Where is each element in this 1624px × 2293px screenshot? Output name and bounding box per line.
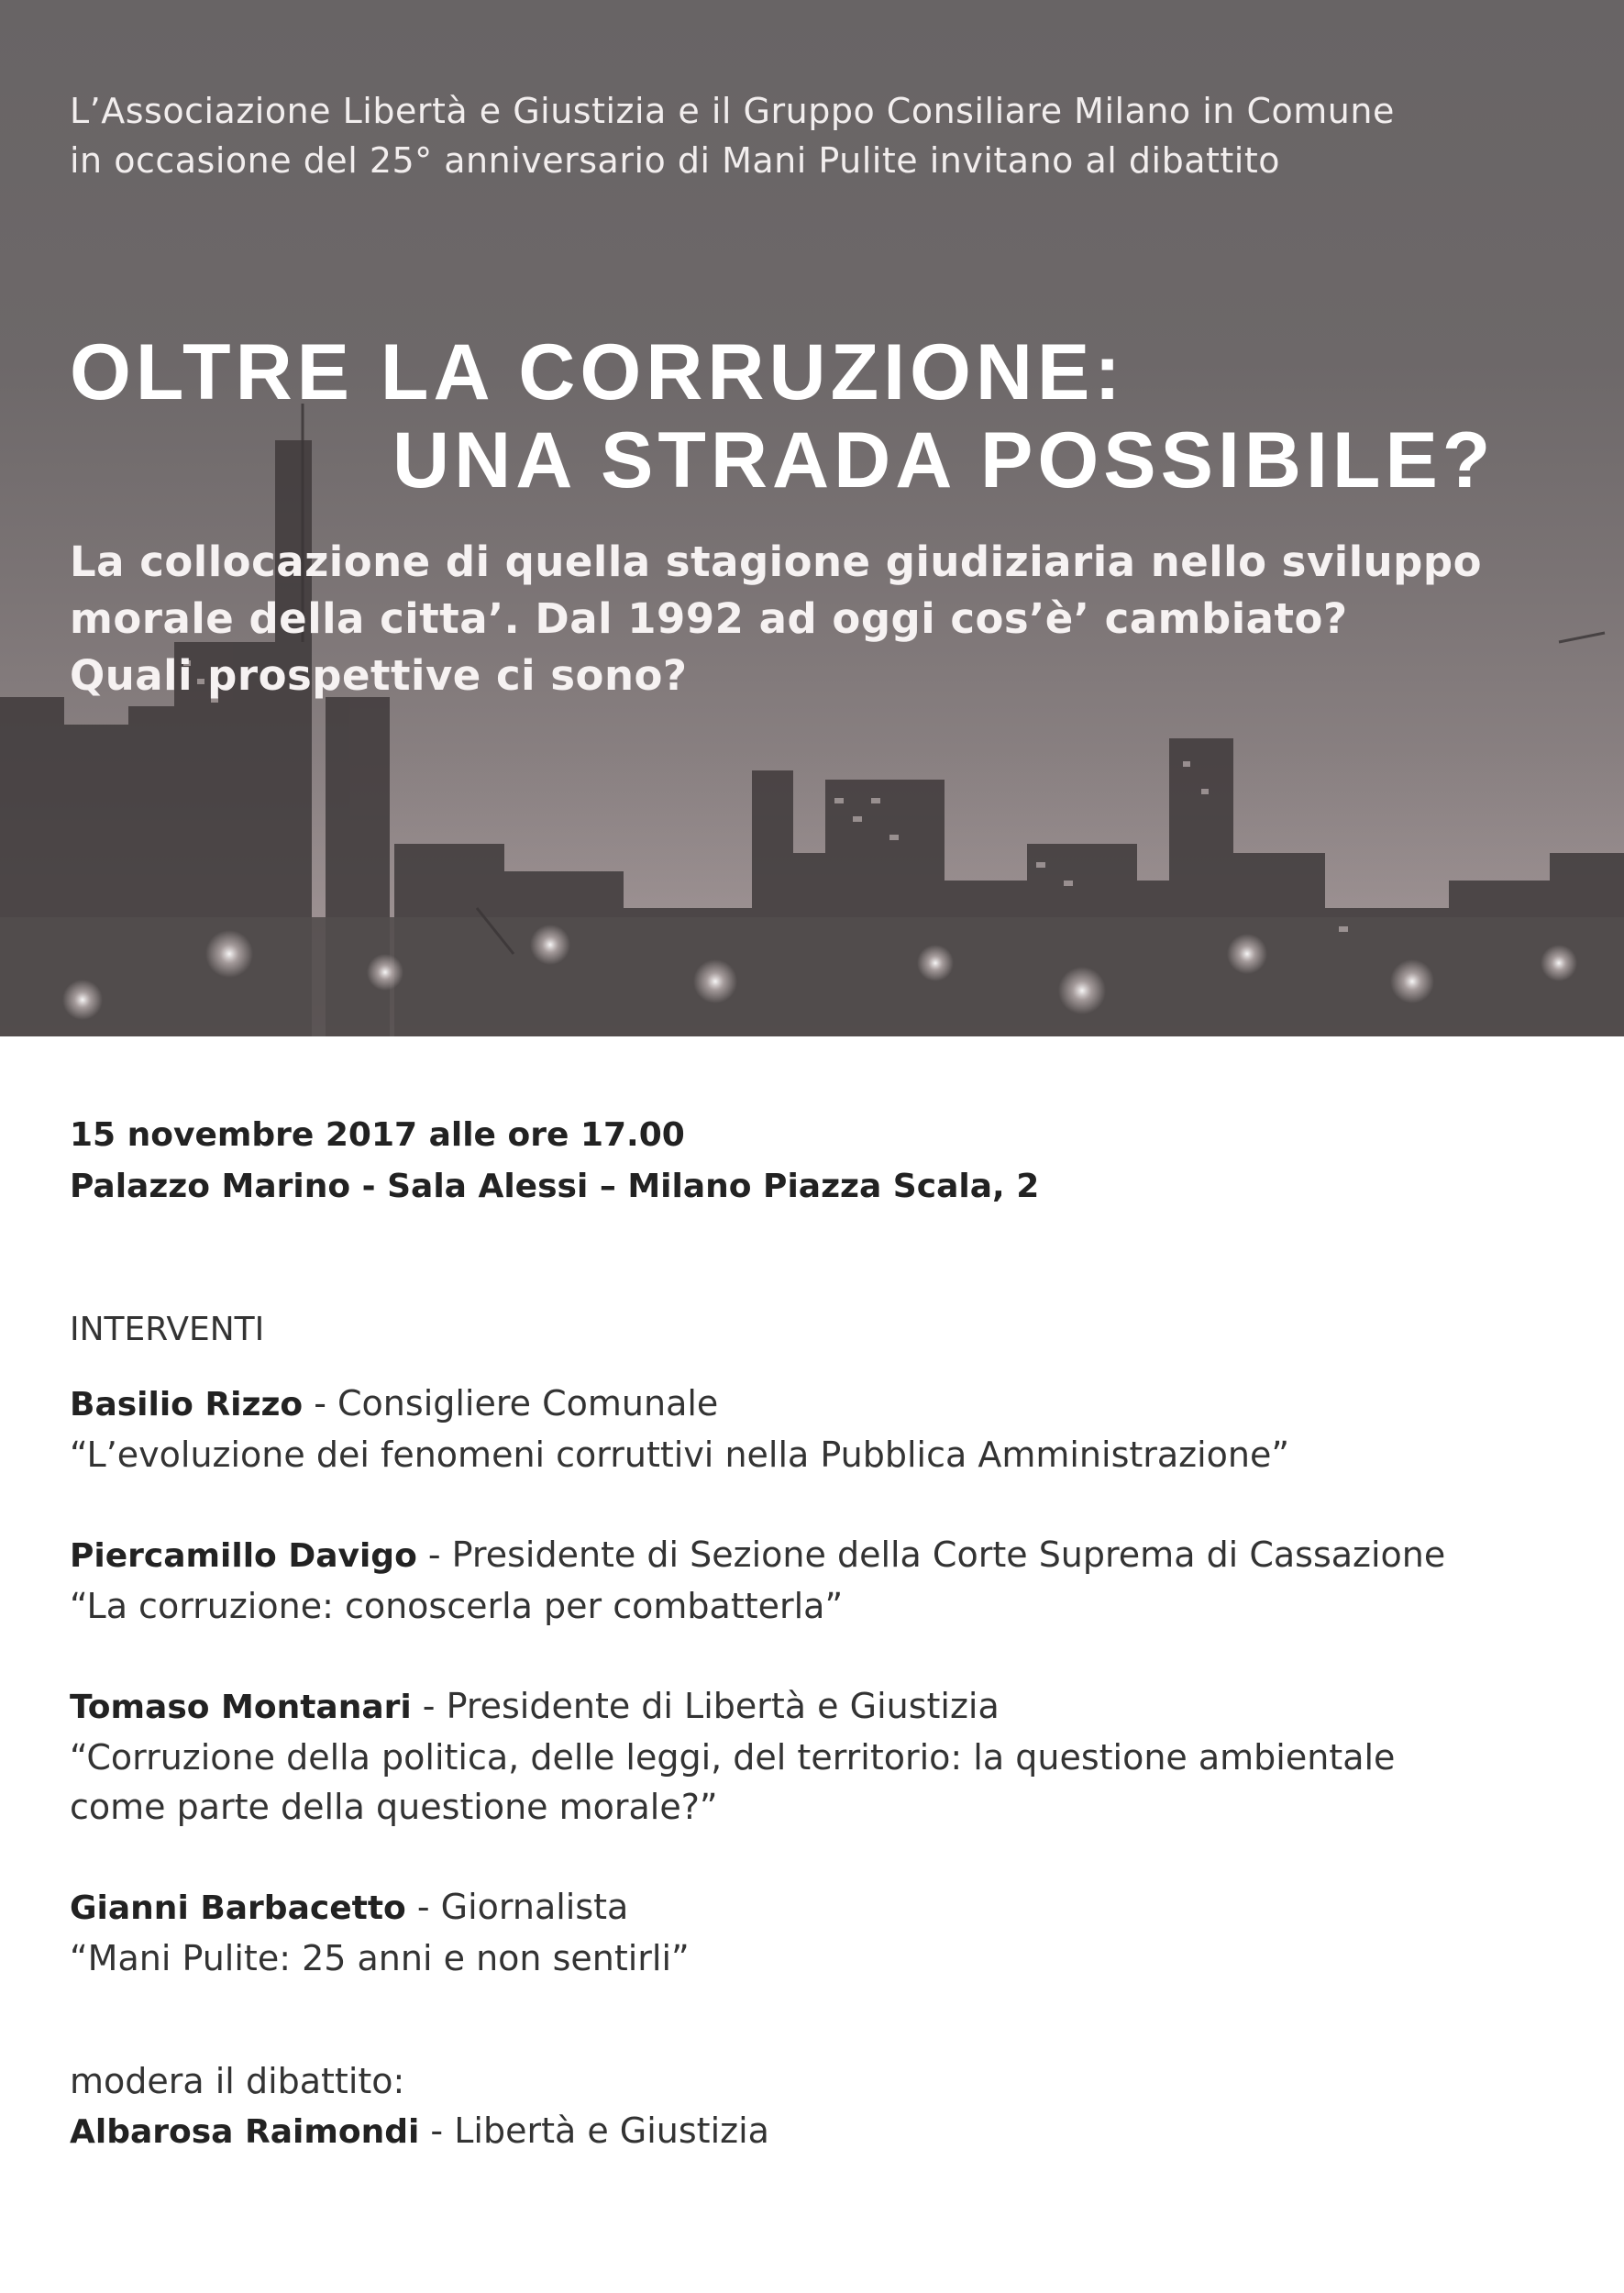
event-details <box>70 1110 1537 1213</box>
subtitle <box>70 534 1592 704</box>
subtitle-line-2: morale della citta’. Dal 1992 ad oggi cos’è’ cambiato? <box>70 594 1348 643</box>
speaker-entry <box>70 1530 1610 1631</box>
title-line-2: UNA STRADA POSSIBILE? <box>392 416 1496 504</box>
speaker-entry <box>70 1882 1610 1983</box>
event-date-time: 15 novembre 2017 alle ore 17.00 <box>70 1116 685 1154</box>
speaker-header <box>70 1379 1610 1430</box>
subtitle-line-3: Quali prospettive ci sono? <box>70 651 688 700</box>
speaker-name: Basilio Rizzo <box>70 1386 304 1423</box>
title-line-1: OLTRE LA CORRUZIONE: <box>70 328 1126 416</box>
speaker-header <box>70 1530 1610 1581</box>
invitation-intro <box>70 86 1583 185</box>
speakers-heading: INTERVENTI <box>70 1311 265 1348</box>
intro-line-2: in occasione del 25° anniversario di Mani Pulite invitano al dibattito <box>70 140 1281 181</box>
speaker-role: - Giornalista <box>405 1887 629 1927</box>
speaker-role: - Consigliere Comunale <box>303 1383 719 1423</box>
event-location: Palazzo Marino - Sala Alessi – Milano Piazza Scala, 2 <box>70 1168 1040 1205</box>
moderator-name: Albarosa Raimondi <box>70 2113 420 2151</box>
subtitle-line-1: La collocazione di quella stagione giudiziaria nello sviluppo <box>70 537 1483 586</box>
speaker-talk-title-cont: come parte della questione morale?” <box>70 1787 718 1827</box>
moderator-role: - Libertà e Giustizia <box>419 2110 769 2151</box>
speaker-name: Piercamillo Davigo <box>70 1537 417 1575</box>
speaker-talk-title: “L’evoluzione dei fenomeni corruttivi nella Pubblica Amministrazione” <box>70 1435 1290 1475</box>
moderator-section <box>70 2056 1537 2157</box>
moderator-label: modera il dibattito: <box>70 2061 405 2101</box>
speaker-header <box>70 1882 1610 1933</box>
speakers-list <box>70 1379 1610 2033</box>
speaker-role: - Presidente di Libertà e Giustizia <box>411 1686 1000 1726</box>
hero-banner <box>0 0 1624 1036</box>
speaker-talk-title: “Mani Pulite: 25 anni e non sentirli” <box>70 1938 690 1978</box>
speaker-talk-title: “La corruzione: conoscerla per combatterla” <box>70 1586 844 1626</box>
speaker-role: - Presidente di Sezione della Corte Suprema di Cassazione <box>416 1534 1446 1575</box>
speaker-name: Tomaso Montanari <box>70 1689 412 1726</box>
speaker-header <box>70 1681 1610 1733</box>
speaker-entry <box>70 1379 1610 1479</box>
intro-line-1: L’Associazione Libertà e Giustizia e il Gruppo Consiliare Milano in Comune <box>70 91 1395 131</box>
speaker-entry <box>70 1681 1610 1832</box>
moderator-header <box>70 2106 1537 2157</box>
page-title <box>70 328 1583 504</box>
speaker-talk-title: “Corruzione della politica, delle leggi, del territorio: la questione ambientale <box>70 1737 1396 1778</box>
speaker-name: Gianni Barbacetto <box>70 1889 406 1927</box>
